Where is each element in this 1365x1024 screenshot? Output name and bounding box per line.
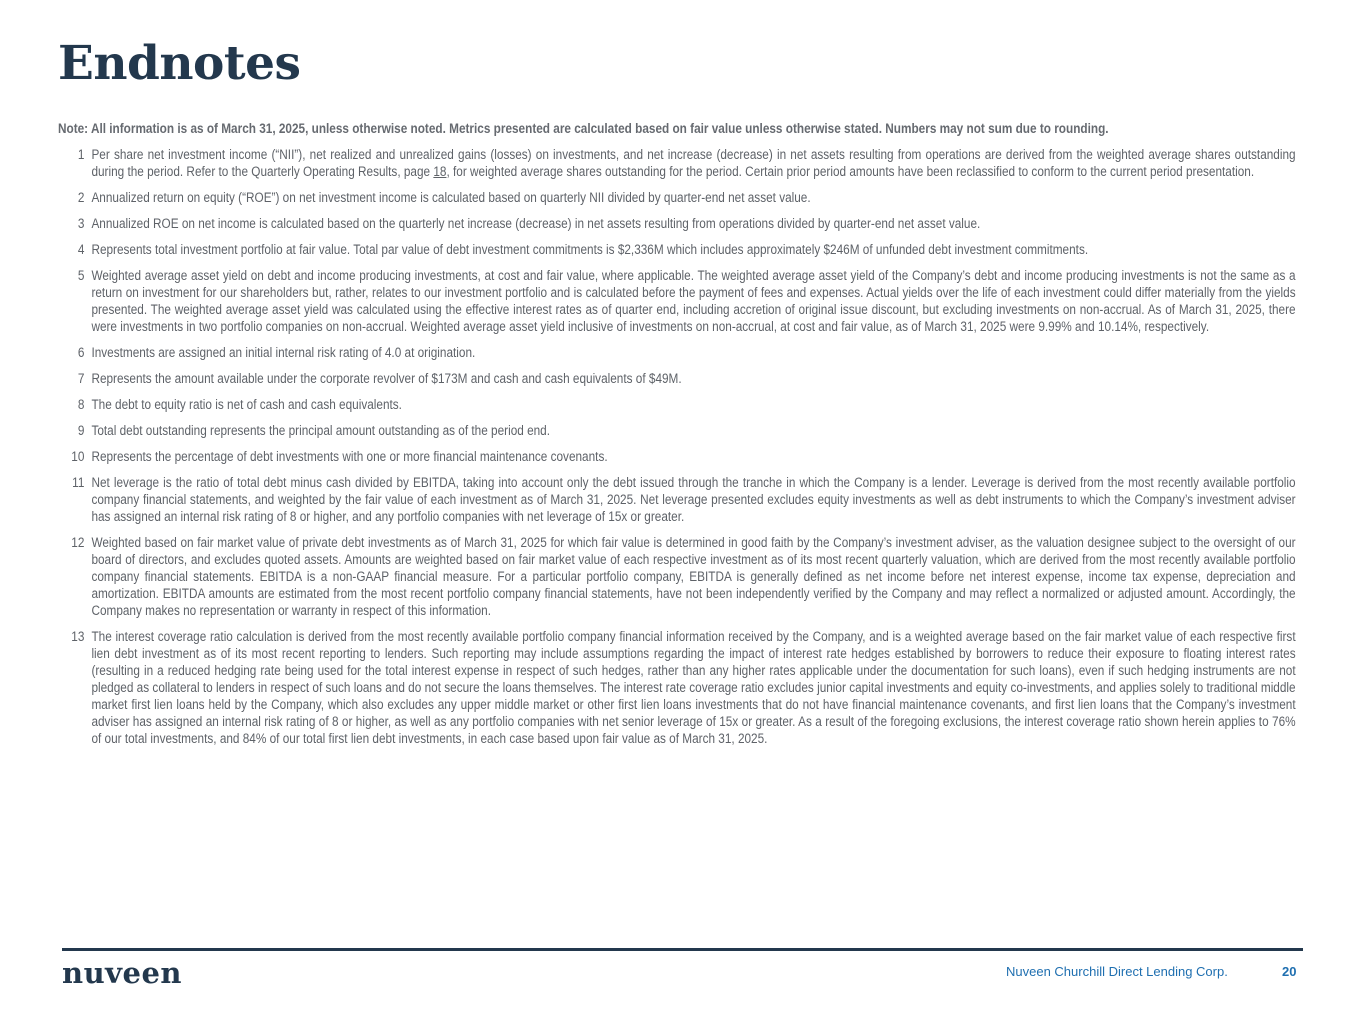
page-title: Endnotes [58,36,301,91]
endnote-11 [58,474,1296,525]
endnote-number: 5 [77,268,85,283]
endnote-number: 6 [77,345,85,360]
endnote-text: Annualized ROE on net income is calculated based on the quarterly net increase (decrease) in net assets resulting from operations divided by quarter-end net asset value. [91,216,981,231]
endnote-number: 13 [71,629,85,644]
nuveen-logo: nuveen [62,956,183,990]
endnote-number: 9 [77,423,85,438]
endnote-text: Represents the percentage of debt investments with one or more financial maintenance covenants. [91,449,608,464]
page-number: 20 [1282,964,1297,979]
endnote-10 [58,448,1296,465]
page-link[interactable]: 18 [433,164,447,179]
endnote-4 [58,241,1296,258]
endnote-number: 8 [77,397,85,412]
endnote-8 [58,396,1296,413]
endnote-6 [58,344,1296,361]
endnotes-section [58,120,1296,756]
endnote-text-part: Per share net investment income (“NII”), net realized and unrealized gains (losses) on investments, and net increase (decrease) in net assets resulting from operations are derived from the weighted average shares outstanding during the period. Refer to the Quarterly Operating Results, page [91,147,1296,179]
endnote-number: 10 [71,449,85,464]
endnote-number: 1 [77,147,85,162]
endnote-text: Represents total investment portfolio at fair value. Total par value of debt investment commitments is $2,336M which includes approximately $246M of unfunded debt investment commitments. [91,242,1089,257]
endnote-3 [58,215,1296,232]
endnote-5 [58,267,1296,335]
endnote-text: Represents the amount available under the corporate revolver of $173M and cash and cash equivalents of $49M. [91,371,682,386]
endnote-text [91,146,1295,180]
endnote-1 [58,146,1296,180]
general-note: Note: All information is as of March 31, 2025, unless otherwise noted. Metrics presented are calculated based on fair value unless otherwise stated. Numbers may not sum due to rounding. [58,121,1109,136]
endnote-text: Weighted based on fair market value of private debt investments as of March 31, 2025 for which fair value is determined in good faith by the Company’s investment adviser, as the valuation designee subject to the oversight of our board of directors, and excludes quoted assets. Amounts are weighted based on fair market value of each respective investment as of its most recent quarterly valuation, which are derived from the most recently available portfolio company financial statements. EBITDA is a non-GAAP financial measure. For a particular portfolio company, EBITDA is generally defined as net income before net interest expense, income tax expense, depreciation and amortization. EBITDA amounts are estimated from the most recent portfolio company financial statements, have not been independently verified by the Company and may reflect a normalized or adjusted amount. Accordingly, the Company makes no representation or warranty in respect of this information. [91,535,1296,618]
endnote-text: The debt to equity ratio is net of cash and cash equivalents. [91,397,402,412]
endnote-text: Annualized return on equity (“ROE”) on net investment income is calculated based on quarterly NII divided by quarter-end net asset value. [91,190,811,205]
endnote-text: Weighted average asset yield on debt and income producing investments, at cost and fair value, where applicable. The weighted average asset yield of the Company’s debt and income producing investments is not the same as a return on investment for our shareholders but, rather, relates to our investment portfolio and is calculated before the payment of fees and expenses. Actual yields over the life of each investment could differ materially from the yields presented. The weighted average asset yield was calculated using the effective interest rates as of quarter end, including accretion of original issue discount, but excluding investments on non-accrual. As of March 31, 2025, there were investments in two portfolio companies on non-accrual. Weighted average asset yield inclusive of investments on non-accrual, at cost and fair value, as of March 31, 2025 were 9.99% and 10.14%, respectively. [91,268,1296,334]
endnote-7 [58,370,1296,387]
endnote-9 [58,422,1296,439]
endnote-2 [58,189,1296,206]
endnote-12 [58,534,1296,619]
endnote-text-part: , for weighted average shares outstanding for the period. Certain prior period amounts have been reclassified to conform to the current period presentation. [446,164,1255,179]
endnote-13 [58,628,1296,747]
endnote-number: 12 [71,535,85,550]
company-name: Nuveen Churchill Direct Lending Corp. [1006,964,1228,979]
endnote-text: Net leverage is the ratio of total debt minus cash divided by EBITDA, taking into account only the debt issued through the tranche in which the Company is a lender. Leverage is derived from the most recently available portfolio company financial statements, and weighted by the fair value of each investment as of March 31, 2025. Net leverage presented excludes equity investments as well as debt instruments to which the Company’s investment adviser has assigned an internal risk rating of 8 or higher, and any portfolio companies with net leverage of 15x or greater. [91,475,1296,524]
endnote-text: The interest coverage ratio calculation is derived from the most recently available portfolio company financial information received by the Company, and is a weighted average based on the fair market value of each respective first lien debt investment as of its most recent reporting to lenders. Such reporting may include assumptions regarding the impact of interest rate hedges established by borrowers to reduce their exposure to floating interest rates (resulting in a reduced hedging rate being used for the total interest expense in respect of such hedges, rather than any higher rates applicable under the documentation for such loans), even if such hedging instruments are not pledged as collateral to lenders in respect of such loans and do not secure the loans themselves. The interest rate coverage ratio excludes junior capital investments and equity co-investments, and applies solely to traditional middle market first lien loans held by the Company, which also excludes any upper middle market or other first lien loans investments that do not have financial maintenance covenants, and first lien loans that the Company’s investment adviser has assigned an internal risk rating of 8 or higher, as well as any portfolio companies with net senior leverage of 15x or greater. As a result of the foregoing exclusions, the interest coverage ratio shown herein applies to 76% of our total investments, and 84% of our total first lien debt investments, in each case based upon fair value as of March 31, 2025. [91,629,1296,746]
endnote-number: 7 [77,371,85,386]
endnote-text: Total debt outstanding represents the principal amount outstanding as of the period end. [91,423,551,438]
endnote-number: 2 [77,190,85,205]
footer-divider [62,948,1303,951]
endnote-number: 3 [77,216,85,231]
endnote-number: 4 [77,242,85,257]
endnote-number: 11 [72,475,85,490]
endnotes-list [58,146,1296,747]
endnote-text: Investments are assigned an initial internal risk rating of 4.0 at origination. [91,345,476,360]
